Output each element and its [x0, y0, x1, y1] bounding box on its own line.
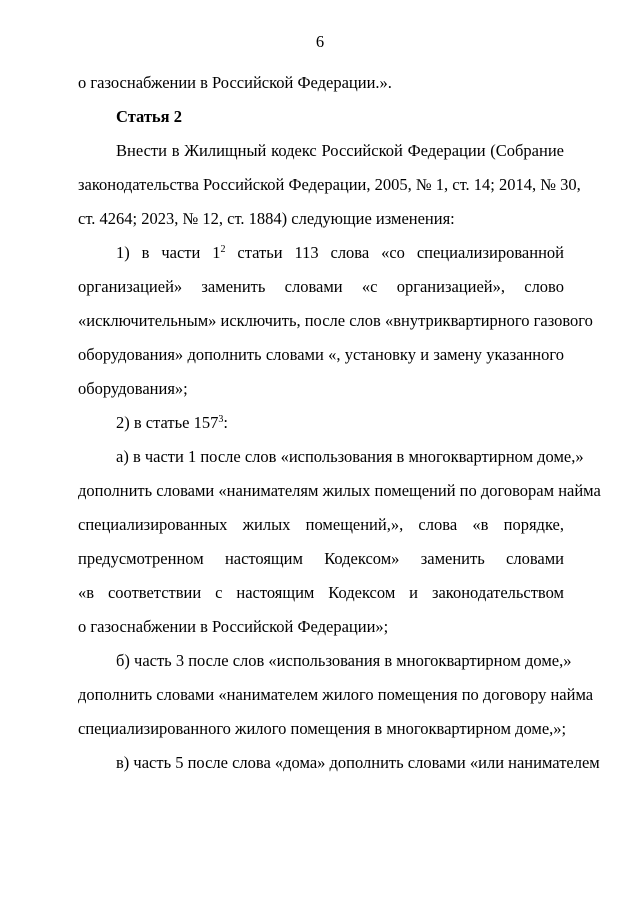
item-1-suffix: статьи 113 слова «со специализированной — [225, 243, 564, 262]
item-2-suffix: : — [223, 413, 228, 432]
subitem-a-line-1: а) в части 1 после слов «использования в многоквартирном доме,» — [116, 447, 584, 466]
article-intro-line-3: ст. 4264; 2023, № 12, ст. 1884) следующие изменения: — [78, 209, 455, 228]
subitem-a-line-5: «в соответствии с настоящим Кодексом и законодательством — [78, 583, 564, 602]
item-2-prefix: 2) в статье 157 — [116, 413, 219, 432]
item-1-prefix: 1) в части 1 — [116, 243, 221, 262]
item-2-superscript: 3 — [218, 414, 224, 425]
item-1-line-2: организацией» заменить словами «с организацией», слово — [78, 277, 564, 296]
line-continuation: о газоснабжении в Российской Федерации.». — [78, 73, 392, 92]
article-intro-line-2: законодательства Российской Федерации, 2005, № 1, ст. 14; 2014, № 30, — [78, 175, 581, 194]
subitem-a-line-2: дополнить словами «нанимателям жилых помещений по договорам найма — [78, 481, 601, 500]
item-1-line-5: оборудования»; — [78, 379, 188, 398]
article-heading: Статья 2 — [116, 107, 182, 126]
item-1-line-3: «исключительным» исключить, после слов «внутриквартирного газового — [78, 311, 593, 330]
text-body — [78, 66, 601, 780]
subitem-a-line-4: предусмотренном настоящим Кодексом» заменить словами — [78, 549, 564, 568]
subitem-a-line-6: о газоснабжении в Российской Федерации»; — [78, 617, 389, 636]
item-1-line-1 — [78, 236, 564, 270]
subitem-b-line-3: специализированного жилого помещения в многоквартирном доме,»; — [78, 719, 567, 738]
subitem-a-line-3: специализированных жилых помещений,», слова «в порядке, — [78, 515, 564, 534]
article-intro-line-1: Внести в Жилищный кодекс Российской Федерации (Собрание — [116, 141, 564, 160]
subitem-b-line-2: дополнить словами «нанимателем жилого помещения по договору найма — [78, 685, 594, 704]
item-1-line-4: оборудования» дополнить словами «, установку и замену указанного — [78, 345, 564, 364]
item-2-line-1 — [78, 406, 564, 440]
subitem-c-line-1: в) часть 5 после слова «дома» дополнить словами «или нанимателем — [116, 753, 600, 772]
page-number: 6 — [315, 32, 325, 51]
subitem-b-line-1: б) часть 3 после слов «использования в многоквартирном доме,» — [116, 651, 572, 670]
item-1-superscript: 2 — [220, 244, 226, 255]
